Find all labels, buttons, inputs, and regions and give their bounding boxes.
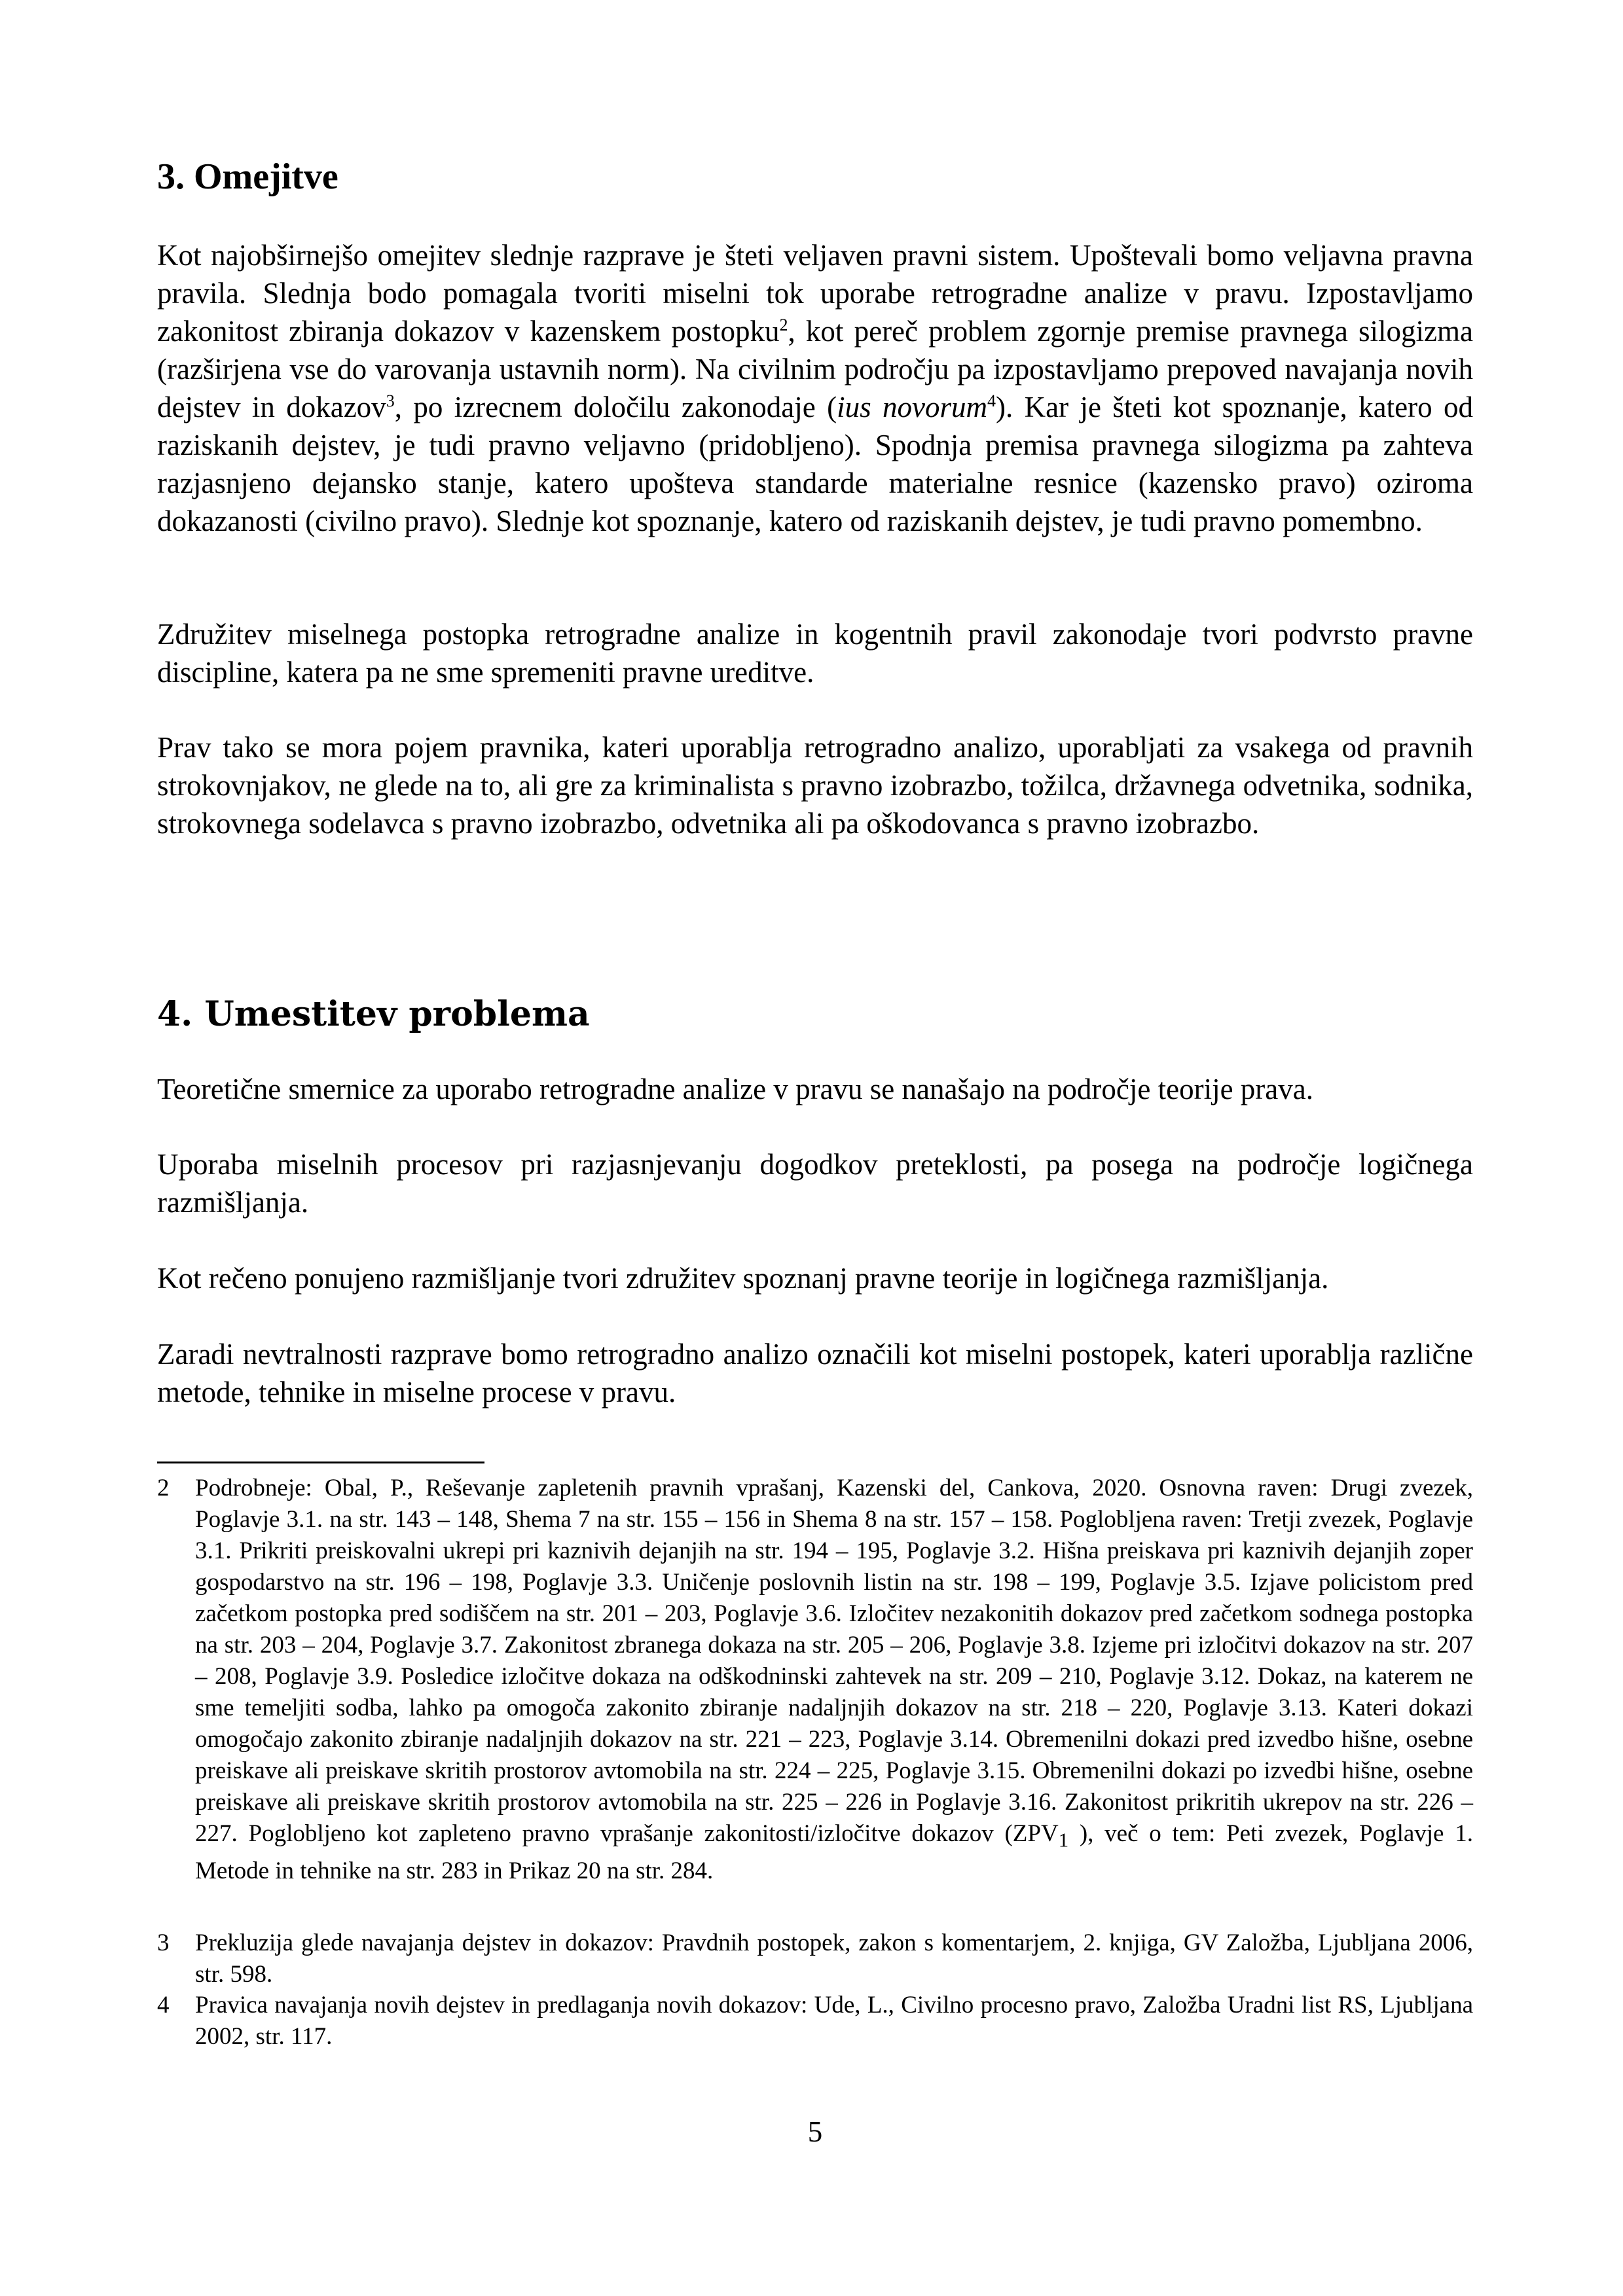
section-4-paragraph-4: Zaradi nevtralnosti razprave bomo retrogradno analizo označili kot miselni postopek, kateri uporablja različne metode, tehnike in miselne procese v pravu. [157,1338,1473,1408]
section-4-heading: 4. Umestitev problema [157,994,590,1034]
text-segment: , po izrecnem določilu zakonodaje ( [394,391,837,423]
footnote-number: 2 [157,1475,170,1501]
text-segment: Podrobneje: Obal, P., Reševanje zapletenih pravnih vprašanj, Kazenski del, Cankova, 2020. Osnovna raven: Drugi zvezek, Poglavje 3.1. na str. 143 – 148, Shema 7 na str. 155 – 156 in Shema 8 na str. 157 – 158. Poglobljena raven: Tretji zvezek, Poglavje 3.1. Prikriti preiskovalni ukrepi pri kaznivih dejanjih na str. 194 – 195, Poglavje 3.2. Hišna preiskava pri kaznivih dejanjih zoper gospodarstvo na str. 196 – 198, Poglavje 3.3. Uničenje poslovnih listin na str. 198 – 199, Poglavje 3.5. Izjave policistom pred začetkom postopka pred sodiščem na str. 201 – 203, Poglavje 3.6. Izločitev nezakonitih dokazov pred začetkom sodnega postopka na str. 203 – 204, Poglavje 3.7. Zakonitost zbranega dokaza na str. 205 – 206, Poglavje 3.8. Izjeme pri izločitvi dokazov na str. 207 – 208, Poglavje 3.9. Posledice izločitve dokaza na odškodninski zahtevek na str. 209 – 210, Poglavje 3.12. Dokaz, na katerem ne sme temeljiti sodba, lahko pa omogoča zakonito zbiranje nadaljnjih dokazov na str. 218 – 220, Poglavje 3.13. Kateri dokazi omogočajo zakonito zbiranje nadaljnjih dokazov na str. 221 – 223, Poglavje 3.14. Obremenilni dokazi pred izvedbo hišne, osebne preiskave ali preiskave skritih prostorov avtomobila na str. 224 – 225, Poglavje 3.15. Obremenilni dokazi po izvedbi hišne, osebne preiskave ali preiskave skritih prostorov avtomobila na str. 225 – 226 in Poglavje 3.16. Zakonitost prikritih ukrepov na str. 226 – 227. Poglobljeno kot zapleteno pravno vprašanje zakonitosti/izločitve dokazov (ZPV [195,1475,1473,1847]
footnote-text: Prekluzija glede navajanja dejstev in dokazov: Pravdnih postopek, zakon s komentarjem, 2. knjiga, GV Založba, Ljubljana 2006, str. 598. [195,1929,1473,1988]
footnote-text [195,1473,1473,1887]
footnote-ref-3[interactable]: 3 [386,391,395,410]
section-3-paragraph-1 [157,236,1473,540]
section-3-heading: 3. Omejitve [157,156,338,197]
footnote-3 [157,1928,1473,1990]
footnote-ref-2[interactable]: 2 [779,315,788,334]
footnote-4 [157,1990,1473,2053]
section-4-paragraph-2: Uporaba miselnih procesov pri razjasnjevanju dogodkov preteklosti, pa posega na področje logičnega razmišljanja. [157,1148,1473,1219]
footnote-2 [157,1473,1473,1887]
footnote-separator [157,1462,484,1463]
section-3-paragraph-2: Združitev miselnega postopka retrogradne analize in kogentnih pravil zakonodaje tvori podvrsto pravne discipline, katera pa ne sme spremeniti pravne ureditve. [157,618,1473,689]
text-segment: Kot najobširnejšo omejitev slednje razprave je šteti veljaven pravni sistem. Upoštevali bomo veljavna pravna pravila. Slednja bodo pomagala tvoriti miselni tok uporabe retrogradne analize v pravu. Izpostavljamo zakonitost zbiranja dokazov v kazenskem postopku [157,239,1473,348]
text-segment: ), več o tem: Peti zvezek, Poglavje 1. Metode in tehnike na str. 283 in Prikaz 20 na str. 284. [195,1820,1473,1885]
section-4-paragraph-1: Teoretične smernice za uporabo retrogradne analize v pravu se nanašajo na področje teorije prava. [157,1073,1313,1105]
text-segment: ). Kar je šteti kot spoznanje, katero od raziskanih dejstev, je tudi pravno veljavno (pridobljeno). Spodnja premisa pravnega silogizma pa zahteva razjasnjeno dejansko stanje, katero upošteva standarde materialne resnice (kazensko pravo) oziroma dokazanosti (civilno pravo). Slednje kot spoznanje, katero od raziskanih dejstev, je tudi pravno pomembno. [157,391,1474,537]
document-page [157,0,1473,2296]
section-3-paragraph-3: Prav tako se mora pojem pravnika, kateri uporablja retrogradno analizo, uporabljati za vsakega od pravnih strokovnjakov, ne glede na to, ali gre za kriminalista s pravno izobrazbo, tožilca, državnega odvetnika, sodnika, strokovnega sodelavca s pravno izobrazbo, odvetnika ali pa oškodovanca s pravno izobrazbo. [157,731,1473,840]
footnote-text: Pravica navajanja novih dejstev in predlaganja novih dokazov: Ude, L., Civilno procesno pravo, Založba Uradni list RS, Ljubljana 2002, str. 117. [195,1992,1473,2050]
latin-term: ius novorum [837,391,988,423]
subscript: 1 [1058,1829,1069,1852]
section-4-paragraph-3: Kot rečeno ponujeno razmišljanje tvori združitev spoznanj pravne teorije in logičnega razmišljanja. [157,1262,1329,1295]
page-number: 5 [807,2115,823,2148]
footnote-number: 4 [157,1992,170,2018]
footnote-number: 3 [157,1929,170,1956]
text-segment: , kot pereč problem zgornje premise pravnega silogizma (razširjena vse do varovanja ustavnih norm). Na civilnim področju pa izpostavljamo prepoved navajanja novih dejstev in dokazov [157,315,1473,423]
footnote-ref-4[interactable]: 4 [987,391,996,410]
